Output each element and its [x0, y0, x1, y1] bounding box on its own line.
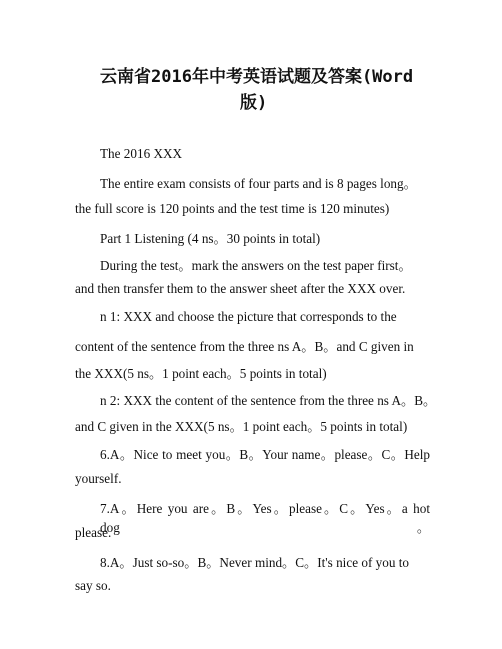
paragraph-line: please. [75, 525, 112, 540]
paragraph-line: The 2016 XXX [100, 146, 183, 161]
paragraph-line: n 1: XXX and choose the picture that corresponds to the [100, 309, 397, 324]
title-line-1: 云南省2016年中考英语试题及答案(Word [100, 67, 414, 87]
title-line-2: 版) [240, 93, 268, 113]
document-title [100, 64, 440, 116]
paragraph-line: say so. [75, 578, 111, 593]
paragraph-line: the full score is 120 points and the test time is 120 minutes) [75, 201, 390, 216]
paragraph-line: Part 1 Listening (4 ns。30 points in total) [100, 231, 321, 246]
paragraph-line: 6.A。Nice to meet you。B。Your name。please。C。Help [100, 447, 430, 462]
paragraph-line: 7.A。Here you are。B。Yes。please。C。Yes。a hot dog。 [100, 501, 430, 535]
paragraph-line: n 2: XXX the content of the sentence from the three ns A。B。 [100, 393, 437, 408]
paragraph-line: and C given in the XXX(5 ns。1 point each。5 points in total) [75, 419, 408, 434]
paragraph-line: The entire exam consists of four parts and is 8 pages long。 [100, 176, 417, 191]
paragraph-line: and then transfer them to the answer sheet after the XXX over. [75, 281, 406, 296]
paragraph-line: During the test。mark the answers on the test paper first。 [100, 258, 412, 273]
paragraph-line: the XXX(5 ns。1 point each。5 points in total) [75, 366, 327, 381]
paragraph-line: content of the sentence from the three ns A。B。and C given in [75, 339, 414, 354]
paragraph-line: yourself. [75, 471, 122, 486]
paragraph-line: 8.A。Just so-so。B。Never mind。C。It's nice of you to [100, 555, 409, 570]
